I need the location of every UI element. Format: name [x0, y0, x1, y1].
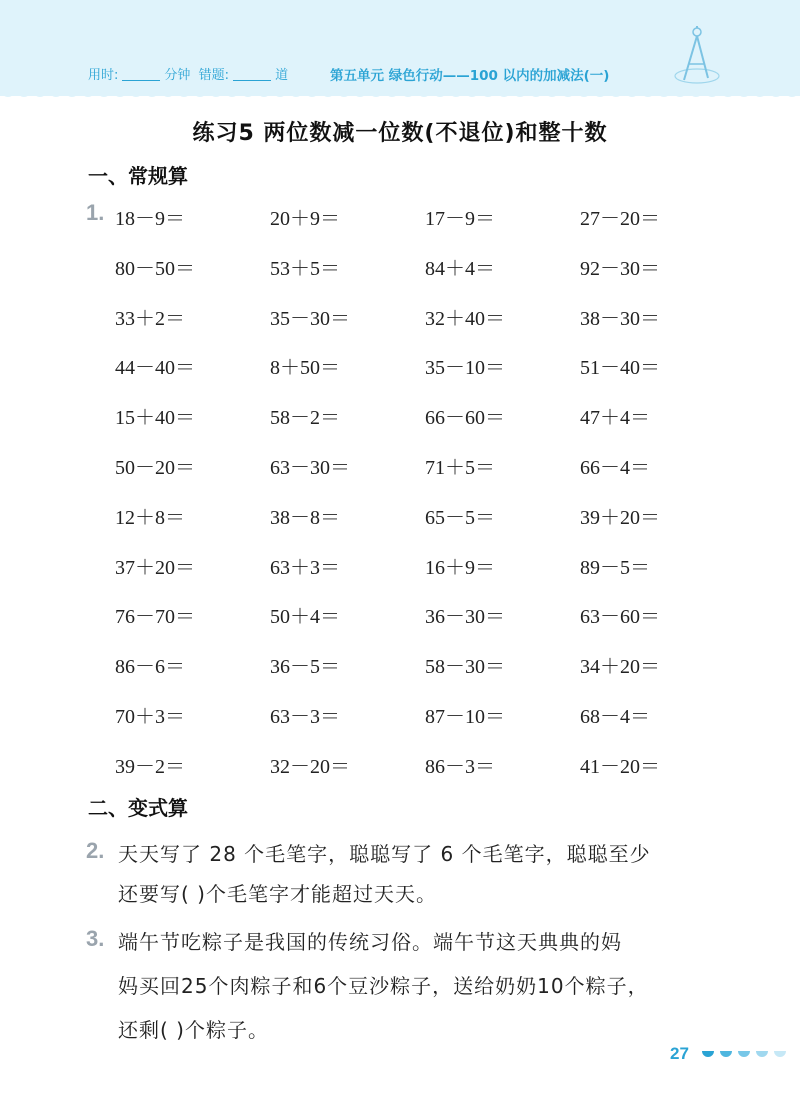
- calc-item: 36－30＝: [425, 606, 505, 629]
- calc-item: 89－5＝: [580, 556, 650, 579]
- time-and-errors: [88, 64, 288, 83]
- calc-item: 92－30＝: [580, 257, 660, 280]
- calc-item: 36－5＝: [270, 656, 340, 679]
- calc-item: 63＋3＝: [270, 556, 340, 579]
- question-3-number: 3.: [86, 926, 105, 951]
- question-1-number: 1.: [86, 200, 105, 225]
- page-title: 练习5 两位数减一位数(不退位)和整十数: [192, 121, 608, 146]
- calc-item: 15＋40＝: [115, 407, 195, 430]
- calc-item: 87－10＝: [425, 706, 505, 728]
- calc-item: 65－5＝: [425, 506, 495, 529]
- calc-item: 80－50＝: [115, 257, 195, 280]
- calc-item: 38－30＝: [580, 307, 660, 330]
- calc-item: 33＋2＝: [115, 307, 185, 330]
- calc-item: 86－3＝: [425, 755, 495, 778]
- calc-item: 44－40＝: [115, 357, 195, 380]
- time-blank[interactable]: [122, 68, 160, 81]
- compass-icon: [672, 24, 722, 88]
- question-3-line-2: 妈买回25个肉粽子和6个豆沙粽子，送给奶奶10个粽子，: [118, 974, 649, 998]
- calc-item: 18－9＝: [115, 208, 185, 230]
- calc-item: 39－2＝: [115, 755, 185, 778]
- unit-title: 第五单元 绿色行动——100 以内的加减法(一): [330, 68, 610, 84]
- calc-item: 84＋4＝: [425, 257, 495, 280]
- calc-item: 50＋4＝: [270, 606, 340, 629]
- calc-item: 35－30＝: [270, 307, 350, 330]
- calc-item: 58－2＝: [270, 407, 340, 430]
- calc-item: 41－20＝: [580, 755, 660, 778]
- calc-item: 58－30＝: [425, 656, 505, 679]
- calc-item: 71＋5＝: [425, 457, 495, 479]
- calc-item: 34＋20＝: [580, 656, 660, 679]
- section-2-heading: 二、变式算: [88, 796, 188, 820]
- header-scallop-edge: [0, 88, 800, 102]
- calc-item: 20＋9＝: [270, 208, 340, 230]
- calc-item: 32－20＝: [270, 755, 350, 778]
- calc-item: 50－20＝: [115, 457, 195, 479]
- calc-item: 63－3＝: [270, 706, 340, 728]
- calc-item: 27－20＝: [580, 208, 660, 230]
- calc-item: 76－70＝: [115, 606, 195, 629]
- time-label: 用时:: [88, 68, 119, 83]
- question-2-number: 2.: [86, 838, 105, 863]
- calc-item: 66－60＝: [425, 407, 505, 430]
- calc-item: 12＋8＝: [115, 506, 185, 529]
- time-unit: 分钟: [164, 68, 191, 83]
- errors-blank[interactable]: [233, 68, 271, 81]
- question-3-line-3: 还剩( )个粽子。: [118, 1018, 269, 1042]
- calc-item: 38－8＝: [270, 506, 340, 529]
- errors-unit: 道: [275, 68, 289, 83]
- calc-item: 39＋20＝: [580, 506, 660, 529]
- calc-item: 32＋40＝: [425, 307, 505, 330]
- calc-item: 70＋3＝: [115, 706, 185, 728]
- calc-item: 86－6＝: [115, 656, 185, 679]
- calc-item: 51－40＝: [580, 357, 660, 380]
- calc-item: 47＋4＝: [580, 407, 650, 430]
- calc-item: 63－30＝: [270, 457, 350, 479]
- calc-item: 37＋20＝: [115, 556, 195, 579]
- question-2-line-1: 天天写了 28 个毛笔字，聪聪写了 6 个毛笔字，聪聪至少: [118, 842, 651, 866]
- calc-item: 66－4＝: [580, 457, 650, 479]
- question-2-line-2: 还要写( )个毛笔字才能超过天天。: [118, 882, 437, 906]
- calc-item: 53＋5＝: [270, 257, 340, 280]
- section-1-heading: 一、常规算: [88, 164, 188, 188]
- calc-item: 17－9＝: [425, 208, 495, 230]
- page-number: 27: [670, 1044, 689, 1063]
- question-3-line-1: 端午节吃粽子是我国的传统习俗。端午节这天典典的妈: [118, 930, 622, 954]
- calc-item: 35－10＝: [425, 357, 505, 380]
- errors-label: 错题:: [198, 68, 230, 83]
- calc-item: 16＋9＝: [425, 556, 495, 579]
- calc-item: 8＋50＝: [270, 357, 340, 380]
- calc-item: 68－4＝: [580, 706, 650, 728]
- calc-item: 63－60＝: [580, 606, 660, 629]
- decorative-drops-icon: [700, 1049, 800, 1063]
